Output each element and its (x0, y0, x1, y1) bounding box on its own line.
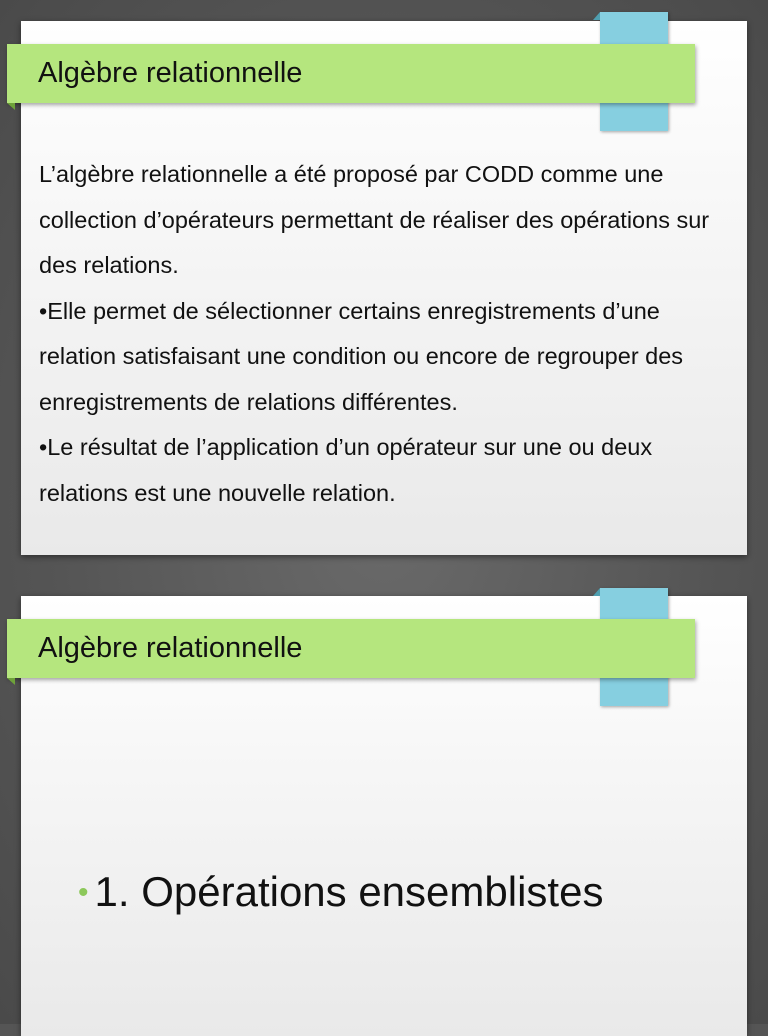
slide-1-body (39, 152, 729, 516)
slide-2-title-banner (7, 619, 695, 678)
banner-fold (7, 678, 15, 685)
slide-1-title-banner (7, 44, 695, 103)
tab-fold (593, 588, 600, 596)
banner-fold (7, 103, 15, 110)
slide-1-paragraph-1: L’algèbre relationnelle a été proposé par CODD comme une collection d’opérateurs permettant de réaliser des opérations sur des relations. (39, 161, 710, 278)
slide-2-bullet-item (78, 862, 603, 927)
tab-fold (593, 12, 600, 20)
slide-1-paragraph-2: •Elle permet de sélectionner certains enregistrements d’une relation satisfaisant une condition ou encore de regrouper des enregistrements de relations différentes. (39, 297, 684, 415)
slide-1-paragraph-3: •Le résultat de l’application d’un opérateur sur une ou deux relations est une nouvelle relation. (39, 434, 653, 506)
slide-2-bullet-text: 1. Opérations ensemblistes (94, 868, 604, 915)
bullet-icon: • (78, 876, 89, 909)
slide-2-title: Algèbre relationnelle (38, 632, 303, 664)
slide-1-title: Algèbre relationnelle (38, 57, 303, 89)
